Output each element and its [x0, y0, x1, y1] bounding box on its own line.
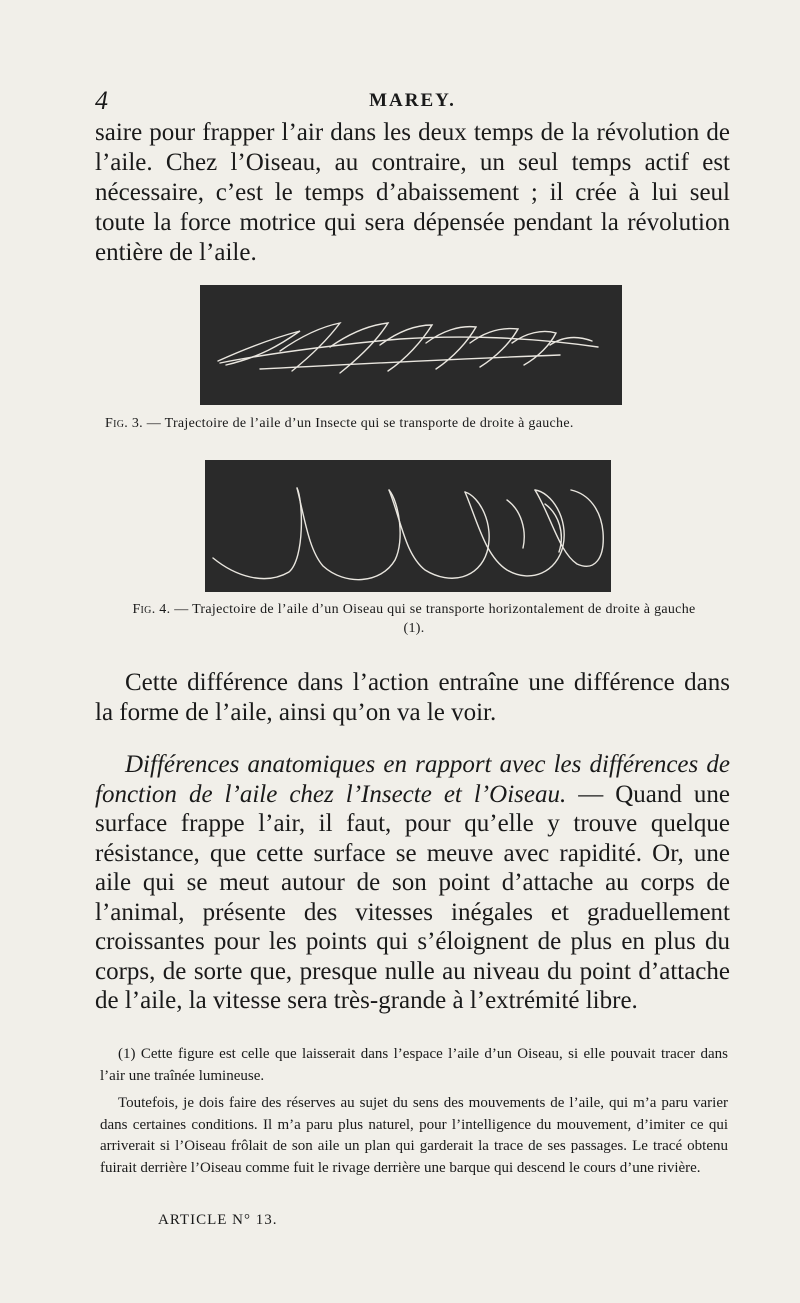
- insect-trajectory-lower: [260, 355, 560, 369]
- figure-3-caption-text: — Trajectoire de l’aile d’un Insecte qui se transporte de droite à gauche.: [142, 416, 574, 431]
- figure-4-caption: [128, 600, 700, 638]
- bird-loop-4: [465, 490, 564, 576]
- paragraph-anatomical-differences: [95, 750, 730, 1016]
- bird-loop-1: [213, 488, 301, 579]
- paragraph-continuation: saire pour frapper l’air dans les deux temps de la révolution de l’aile. Chez l’Oiseau, au contraire, un seul temps actif est nécessaire, c’est le temps d’abaissement ; il crée à lui seul toute la force motrice qui sera dépensée pendant la révolution entière de l’aile.: [95, 119, 730, 266]
- paragraph-difference: Cette différence dans l’action entraîne une différence dans la forme de l’aile, ainsi qu’on va le voir.: [95, 669, 730, 726]
- insect-loop-6: [470, 329, 518, 367]
- footnotes: [100, 1044, 728, 1179]
- footnote-1: (1) Cette figure est celle que laisserait dans l’espace l’aile d’un Oiseau, si elle pouvait tracer dans l’air une traînée lumineuse.: [100, 1046, 728, 1084]
- insect-loop-7: [512, 331, 556, 365]
- insect-trajectory-axis: [220, 337, 598, 363]
- bird-loop-3: [389, 490, 489, 578]
- insect-loop-1: [218, 331, 300, 365]
- bird-loop-2: [297, 488, 400, 580]
- figure-4-bird-wing-trajectory: [205, 460, 611, 592]
- figure-3-insect-wing-trajectory: [200, 285, 622, 405]
- figure-3-label: Fig. 3.: [105, 416, 143, 431]
- bird-loop-5: [535, 490, 603, 566]
- footnote-1-continuation: Toutefois, je dois faire des réserves au sujet du sens des mouvements de l’aile, qui m’a paru varier dans certaines conditions. Il m’a paru plus naturel, pour l’intelligence du mouvement, d’imiter ce qui arriverait si l’Oiseau frôlait de son aile un plan qui garderait la trace de ses passages. Le tracé obtenu fuirait derrière l’Oiseau comme fuit le rivage derrière une barque qui descend le cours d’une rivière.: [100, 1095, 728, 1176]
- running-head: [95, 86, 730, 116]
- figure-3-caption: [105, 414, 725, 433]
- figure-4-caption-text: — Trajectoire de l’aile d’un Oiseau qui se transporte horizontalement de droite à gauche (1).: [170, 602, 696, 636]
- section-lead-italic: Différences anatomiques en rapport avec les différences de fonction de l’aile chez l’Insecte et l’Oiseau.: [95, 751, 730, 808]
- section-body: — Quand une surface frappe l’air, il faut, pour qu’elle y trouve quelque résistance, que cette surface se meuve avec rapidité. Or, une aile qui se meut autour de son point d’attache au corps de l’animal, présente des vitesses inégales et graduellement croissantes pour les points qui s’éloignent de plus en plus du corps, de sorte que, presque nulle au niveau du point d’attache de l’aile, la vitesse sera très-grande à l’extrémité libre.: [95, 780, 730, 1014]
- running-title: MAREY.: [369, 90, 456, 111]
- insect-trajectory-drawing: [200, 285, 622, 405]
- figure-4-label: Fig. 4.: [132, 602, 171, 617]
- insect-loop-5: [426, 327, 476, 369]
- article-number: ARTICLE N° 13.: [158, 1212, 278, 1228]
- bird-inner-loop-a: [507, 500, 524, 548]
- bird-trajectory-drawing: [205, 460, 611, 592]
- page-number: 4: [95, 86, 108, 115]
- insect-loop-4: [380, 325, 432, 371]
